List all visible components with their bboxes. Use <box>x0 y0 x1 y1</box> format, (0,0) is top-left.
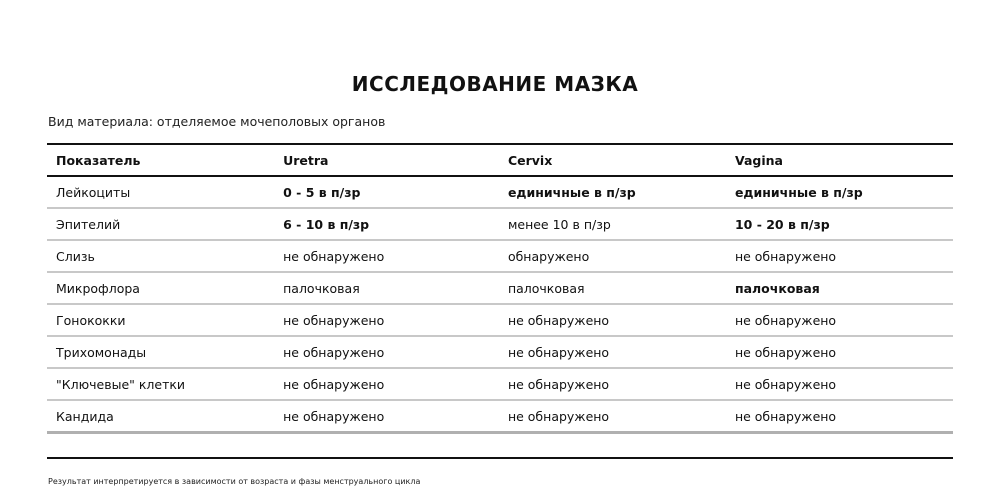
indicator-name: Гонококки <box>56 312 126 328</box>
indicator-name: Эпителий <box>56 216 121 232</box>
cervix-value: не обнаружено <box>507 312 610 328</box>
indicator-name: Кандида <box>56 408 114 424</box>
uretra-value: не обнаружено <box>283 408 385 424</box>
vagina-value: не обнаружено <box>734 376 837 392</box>
table-row <box>47 240 953 272</box>
uretra-value: не обнаружено <box>283 344 385 360</box>
uretra-value: не обнаружено <box>283 376 385 392</box>
page-title: ИССЛЕДОВАНИЕ МАЗКА <box>351 72 639 96</box>
table-row <box>47 208 953 240</box>
cervix-value: менее 10 в п/зр <box>507 216 611 232</box>
table-header-row <box>47 144 953 176</box>
bottom-divider <box>47 457 953 459</box>
indicator-name: "Ключевые" клетки <box>56 376 186 392</box>
cervix-value: обнаружено <box>507 248 590 264</box>
vagina-value: не обнаружено <box>734 248 837 264</box>
material-type: Вид материала: отделяемое мочеполовых органов <box>48 114 386 129</box>
indicator-name: Микрофлора <box>56 280 140 296</box>
uretra-value: 0 - 5 в п/зр <box>283 184 361 200</box>
cervix-value: единичные в п/зр <box>507 184 636 200</box>
footnote: Результат интерпретируется в зависимости от возраста и фазы менструального цикла <box>48 477 421 486</box>
vagina-value: палочковая <box>734 280 820 296</box>
uretra-value: 6 - 10 в п/зр <box>283 216 370 232</box>
header-uretra: Uretra <box>283 152 329 168</box>
vagina-value: не обнаружено <box>734 408 837 424</box>
cervix-value: не обнаружено <box>507 408 610 424</box>
table-row <box>47 400 953 433</box>
vagina-value: не обнаружено <box>734 344 837 360</box>
cervix-value: не обнаружено <box>507 344 610 360</box>
uretra-value: не обнаружено <box>283 312 385 328</box>
table-row <box>47 336 953 368</box>
vagina-value: 10 - 20 в п/зр <box>734 216 830 232</box>
uretra-value: не обнаружено <box>283 248 385 264</box>
uretra-value: палочковая <box>283 280 360 296</box>
cervix-value: палочковая <box>507 280 585 296</box>
vagina-value: не обнаружено <box>734 312 837 328</box>
table-row <box>47 304 953 336</box>
header-vagina: Vagina <box>734 152 783 168</box>
table-row <box>47 368 953 400</box>
vagina-value: единичные в п/зр <box>734 184 863 200</box>
indicator-name: Слизь <box>56 248 95 264</box>
table-row <box>47 272 953 304</box>
table-row <box>47 176 953 208</box>
header-indicator: Показатель <box>56 152 141 168</box>
indicator-name: Лейкоциты <box>56 184 131 200</box>
results-table <box>47 143 953 434</box>
cervix-value: не обнаружено <box>507 376 610 392</box>
indicator-name: Трихомонады <box>56 344 147 360</box>
header-cervix: Cervix <box>507 152 553 168</box>
